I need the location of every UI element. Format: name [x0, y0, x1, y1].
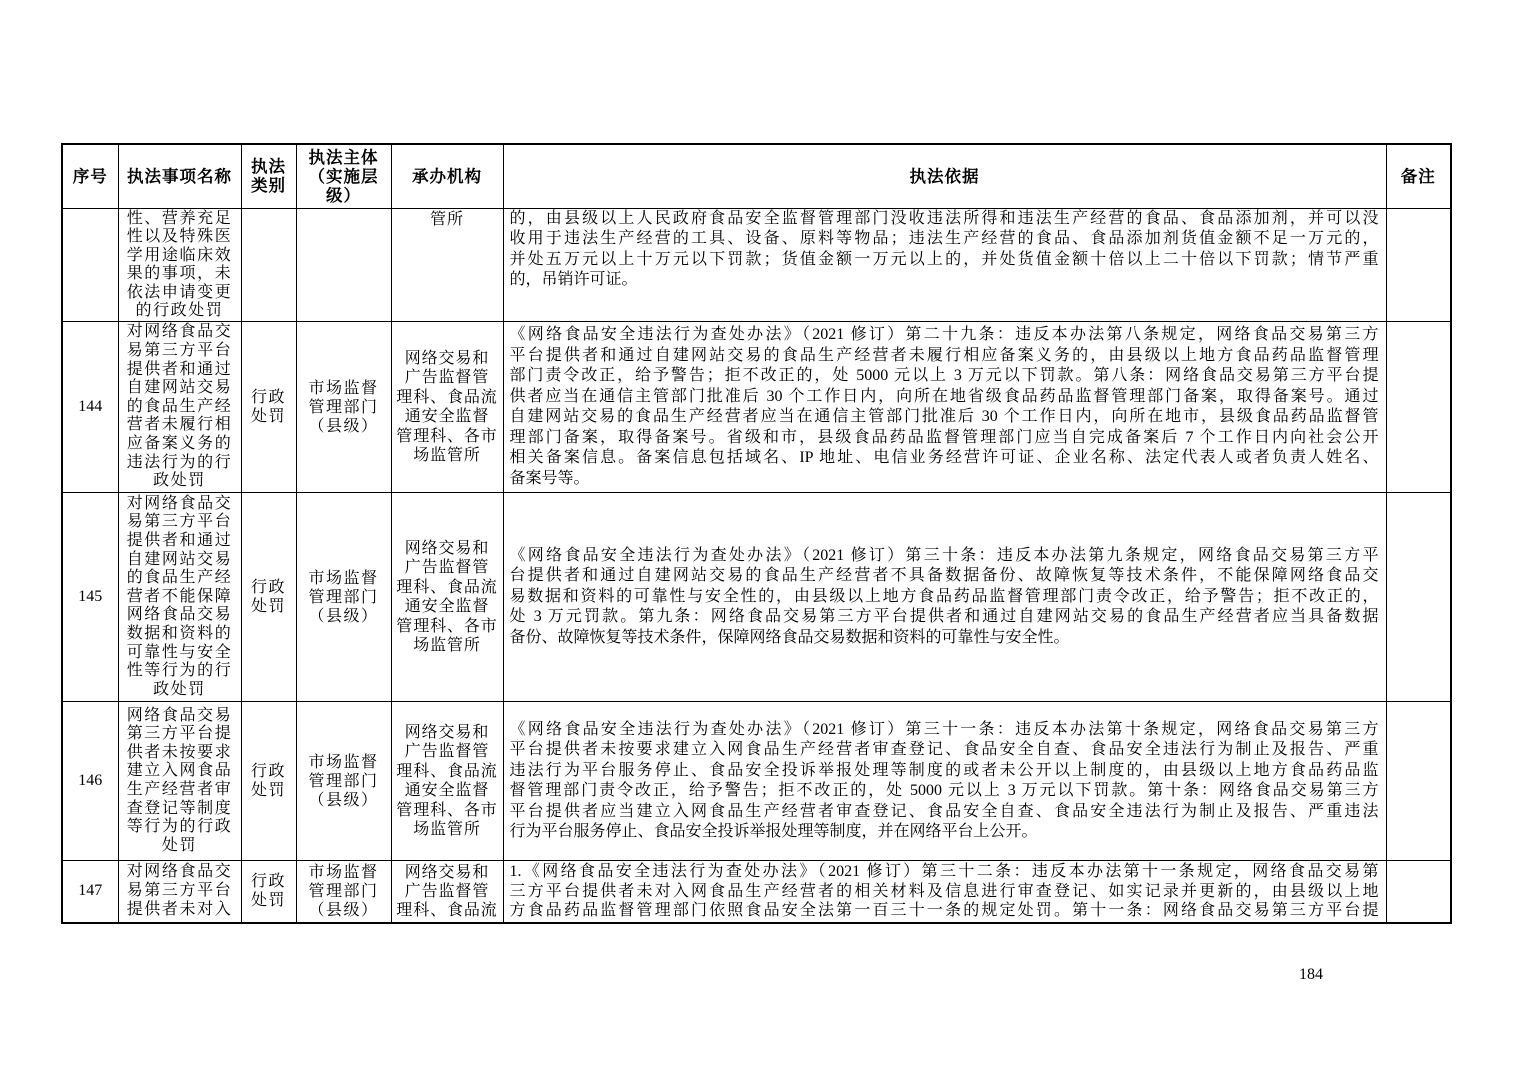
basis-line: 供者应当在通信主管部门批准后 30 个工作日内，向所在地省级食品药品监督管理部门备案，取得备案号。通过 [509, 387, 1379, 405]
item-name-line: 的行政处罚 [135, 302, 224, 320]
item-name-line: 处罚 [161, 836, 198, 854]
item-name-line: 易第三方平台 [126, 341, 233, 359]
header-subject-line: 级） [326, 185, 361, 205]
header-serial: 序号 [62, 144, 118, 208]
subject-line: 市场监督 [308, 569, 379, 587]
category-line: 行政 [250, 578, 286, 596]
cell-item-name [118, 493, 241, 702]
cell-serial: 145 [62, 493, 118, 702]
cell-serial: 146 [62, 702, 118, 861]
cell-agency [391, 322, 503, 493]
basis-line: 方食品药品监督管理部门依照食品安全法第一百三十一条的规定处罚。第十一条：网络食品交易第三方平台提 [509, 902, 1379, 920]
agency-line: 理科、食品流 [396, 901, 498, 919]
item-name-line: 依法申请变更 [126, 283, 233, 301]
category-line: 处罚 [250, 408, 286, 426]
item-name-line: 网络食品交易 [126, 706, 233, 724]
cell-serial [62, 208, 118, 322]
basis-line: 三方平台提供者未对入网食品生产经营者的相关材料及信息进行审查登记、如实记录并更新的，由县级以上地 [509, 882, 1379, 900]
cell-agency [391, 208, 503, 322]
page-number: 184 [1299, 966, 1323, 983]
table-row [62, 208, 1451, 322]
agency-line: 广告监督管 [404, 369, 490, 387]
item-name-line: 营者未履行相 [126, 416, 233, 434]
item-name-line: 生产经营者审 [126, 781, 233, 799]
cell-agency [391, 861, 503, 923]
category-line: 行政 [250, 872, 286, 890]
item-name-line: 政处罚 [153, 680, 206, 698]
cell-remarks [1386, 702, 1451, 861]
item-name-line: 提供者和通过 [126, 360, 233, 378]
cell-subject [296, 702, 391, 861]
cell-remarks [1386, 493, 1451, 702]
basis-line: 部门责令改正，给予警告；拒不改正的，处 5000 元以上 3 万元以下罚款。第八条：网络食品交易第三方平台提 [509, 367, 1379, 385]
item-name-line: 的食品生产经 [126, 569, 233, 587]
basis-line: 相关备案信息。备案信息包括域名、IP 地址、电信业务经营许可证、企业名称、法定代表人或者负责人姓名、 [509, 449, 1379, 467]
cell-category [241, 702, 296, 861]
item-name-line: 性等行为的行 [126, 662, 233, 680]
subject-line: 市场监督 [308, 753, 379, 771]
header-category-line: 类别 [251, 176, 286, 196]
cell-category [241, 493, 296, 702]
item-name-line: 的食品生产经 [126, 397, 233, 415]
basis-line: 平台提供者和通过自建网站交易的食品生产经营者未履行相应备案义务的，由县级以上地方食品药品监督管理 [509, 346, 1379, 364]
agency-line: 理科、食品流 [396, 578, 498, 596]
item-name-line: 易第三方平台 [126, 513, 233, 531]
cell-basis [503, 702, 1386, 861]
subject-line: 管理部门 [308, 772, 379, 790]
header-agency: 承办机构 [391, 144, 503, 208]
item-name-line: 性、营养充足 [126, 209, 233, 227]
item-name-line: 自建网站交易 [126, 550, 233, 568]
cell-basis [503, 493, 1386, 702]
header-basis: 执法依据 [503, 144, 1386, 208]
table-row [62, 322, 1451, 493]
basis-line: 的，由县级以上人民政府食品安全监督管理部门没收违法所得和违法生产经营的食品、食品添加剂，并可以没 [509, 209, 1379, 227]
cell-category [241, 861, 296, 923]
agency-line: 网络交易和 [404, 723, 490, 741]
agency-line: 管理科、各市 [396, 617, 498, 635]
cell-remarks [1386, 208, 1451, 322]
table-header-row [62, 144, 1451, 208]
item-name-line: 可靠性与安全 [126, 643, 233, 661]
agency-line: 网络交易和 [404, 539, 490, 557]
subject-line: 管理部门 [308, 588, 379, 606]
agency-line: 管所 [430, 210, 464, 228]
cell-item-name [118, 702, 241, 861]
cell-subject [296, 322, 391, 493]
cell-category [241, 208, 296, 322]
item-name-line: 数据和资料的 [126, 624, 233, 642]
cell-remarks [1386, 322, 1451, 493]
basis-line: 《网络食品安全违法行为查处办法》（2021 修订）第二十九条：违反本办法第八条规定，网络食品交易第三方 [509, 326, 1379, 344]
agency-line: 场监管所 [413, 637, 481, 655]
basis-line: 《网络食品安全违法行为查处办法》（2021 修订）第三十条：违反本办法第九条规定，网络食品交易第三方平 [509, 546, 1379, 564]
basis-line: 理部门备案，取得备案号。省级和市，县级食品药品监督管理部门应当自完成备案后 7 个工作日内向社会公开 [509, 428, 1379, 446]
item-name-line: 对网络食品交 [126, 863, 233, 881]
header-subject-line: 执法主体 [308, 147, 379, 167]
basis-line: 行为平台服务停止、食品安全投诉举报处理等制度，并在网络平台上公开。 [509, 823, 1038, 841]
basis-line: 易数据和资料的可靠性与安全性的，由县级以上地方食品药品监督管理部门责令改正，给予警告；拒不改正的， [509, 587, 1379, 605]
subject-line: 市场监督 [308, 863, 379, 881]
item-name-line: 建立入网食品 [126, 762, 233, 780]
agency-line: 管理科、各市 [396, 801, 498, 819]
cell-serial: 147 [62, 861, 118, 923]
cell-item-name [118, 208, 241, 322]
basis-line: 的，吊销许可证。 [509, 271, 638, 288]
basis-line: 《网络食品安全违法行为查处办法》（2021 修订）第三十一条：违反本办法第十条规定，网络食品交易第三方 [509, 720, 1379, 738]
cell-subject [296, 493, 391, 702]
basis-line: 自建网站交易的食品生产经营者应当在通信主管部门批准后 30 个工作日内，向所在地市，县级食品药品监督管 [509, 408, 1379, 426]
category-line: 行政 [250, 388, 286, 406]
basis-line: 平台提供者未按要求建立入网食品生产经营者审查登记、食品安全自查、食品安全违法行为制止及报告、严重 [509, 741, 1379, 759]
agency-line: 理科、食品流 [396, 388, 498, 406]
item-name-line: 查登记等制度 [126, 799, 233, 817]
agency-line: 网络交易和 [404, 349, 490, 367]
basis-line: 1.《网络食品安全违法行为查处办法》（2021 修订）第三十二条：违反本办法第十一条规定，网络食品交易第 [509, 863, 1379, 881]
basis-line: 处 3 万元罚款。第九条：网络食品交易第三方平台提供者和通过自建网站交易的食品生产经营者应当具备数据 [509, 608, 1379, 626]
header-subject-line: （实施层 [308, 166, 379, 186]
category-line: 处罚 [250, 782, 286, 800]
subject-line: （县级） [308, 791, 379, 809]
basis-line: 平台提供者应当建立入网食品生产经营者审查登记、食品安全自查、食品安全违法行为制止及报告、严重违法 [509, 802, 1379, 820]
cell-basis [503, 208, 1386, 322]
basis-line: 收用于违法生产经营的工具、设备、原料等物品；违法生产经营的食品、食品添加剂货值金额不足一万元的， [509, 230, 1379, 247]
item-name-line: 提供者未对入 [126, 900, 233, 918]
item-name-line: 第三方平台提 [126, 725, 233, 743]
agency-line: 广告监督管 [404, 743, 490, 761]
header-remarks: 备注 [1386, 144, 1451, 208]
cell-basis [503, 322, 1386, 493]
subject-line: 管理部门 [308, 398, 379, 416]
cell-serial: 144 [62, 322, 118, 493]
cell-item-name [118, 861, 241, 923]
item-name-line: 等行为的行政 [126, 818, 233, 836]
item-name-line: 性以及特殊医 [126, 228, 233, 246]
basis-line: 督管理部门责令改正，给予警告；拒不改正的，处 5000 元以上 3 万元以下罚款。第十条：网络食品交易第三方 [509, 782, 1379, 800]
category-line: 行政 [250, 762, 286, 780]
agency-line: 通安全监督 [404, 782, 490, 800]
item-name-line: 网络食品交易 [126, 606, 233, 624]
agency-line: 通安全监督 [404, 408, 490, 426]
basis-line: 违法行为平台服务停止、食品安全投诉举报处理等制度的或者未公开以上制度的，由县级以上地方食品药品监 [509, 761, 1379, 779]
cell-category [241, 322, 296, 493]
agency-line: 广告监督管 [404, 882, 490, 900]
table-row [62, 702, 1451, 861]
item-name-line: 自建网站交易 [126, 379, 233, 397]
basis-line: 台提供者和通过自建网站交易的食品生产经营者不具备数据备份、故障恢复等技术条件，不能保障网络食品交 [509, 567, 1379, 585]
cell-basis [503, 861, 1386, 923]
enforcement-items-table [61, 143, 1452, 924]
agency-line: 网络交易和 [404, 863, 490, 881]
item-name-line: 供者未按要求 [126, 743, 233, 761]
agency-line: 理科、食品流 [396, 762, 498, 780]
category-line: 处罚 [250, 892, 286, 910]
header-category-line: 执法 [251, 157, 286, 177]
agency-line: 场监管所 [413, 821, 481, 839]
item-name-line: 对网络食品交 [126, 494, 233, 512]
header-item-name: 执法事项名称 [118, 144, 241, 208]
subject-line: 管理部门 [308, 882, 379, 900]
cell-remarks [1386, 861, 1451, 923]
category-line: 处罚 [250, 598, 286, 616]
table-row [62, 861, 1451, 923]
basis-line: 并处五万元以上十万元以下罚款；货值金额一万元以上的，并处货值金额十倍以上二十倍以下罚款；情节严重 [509, 250, 1379, 268]
agency-line: 管理科、各市 [396, 427, 498, 445]
subject-line: （县级） [308, 901, 379, 919]
agency-line: 通安全监督 [404, 598, 490, 616]
basis-line: 备案号等。 [509, 469, 590, 487]
item-name-line: 营者不能保障 [126, 587, 233, 605]
item-name-line: 易第三方平台 [126, 882, 233, 900]
cell-agency [391, 493, 503, 702]
item-name-line: 提供者和通过 [126, 531, 233, 549]
agency-line: 场监管所 [413, 447, 481, 465]
cell-agency [391, 702, 503, 861]
header-subject [296, 144, 391, 208]
header-category [241, 144, 296, 208]
cell-subject [296, 208, 391, 322]
subject-line: （县级） [308, 607, 379, 625]
cell-subject [296, 861, 391, 923]
table-row [62, 493, 1451, 702]
item-name-line: 对网络食品交 [126, 323, 233, 341]
item-name-line: 果的事项，未 [126, 265, 233, 283]
basis-line: 备份、故障恢复等技术条件，保障网络食品交易数据和资料的可靠性与安全性。 [509, 628, 1070, 646]
item-name-line: 违法行为的行 [126, 453, 233, 471]
subject-line: 市场监督 [308, 379, 379, 397]
item-name-line: 政处罚 [153, 472, 206, 490]
subject-line: （县级） [308, 417, 379, 435]
cell-item-name [118, 322, 241, 493]
agency-line: 广告监督管 [404, 559, 490, 577]
item-name-line: 学用途临床效 [126, 246, 233, 264]
item-name-line: 应备案义务的 [126, 434, 233, 452]
